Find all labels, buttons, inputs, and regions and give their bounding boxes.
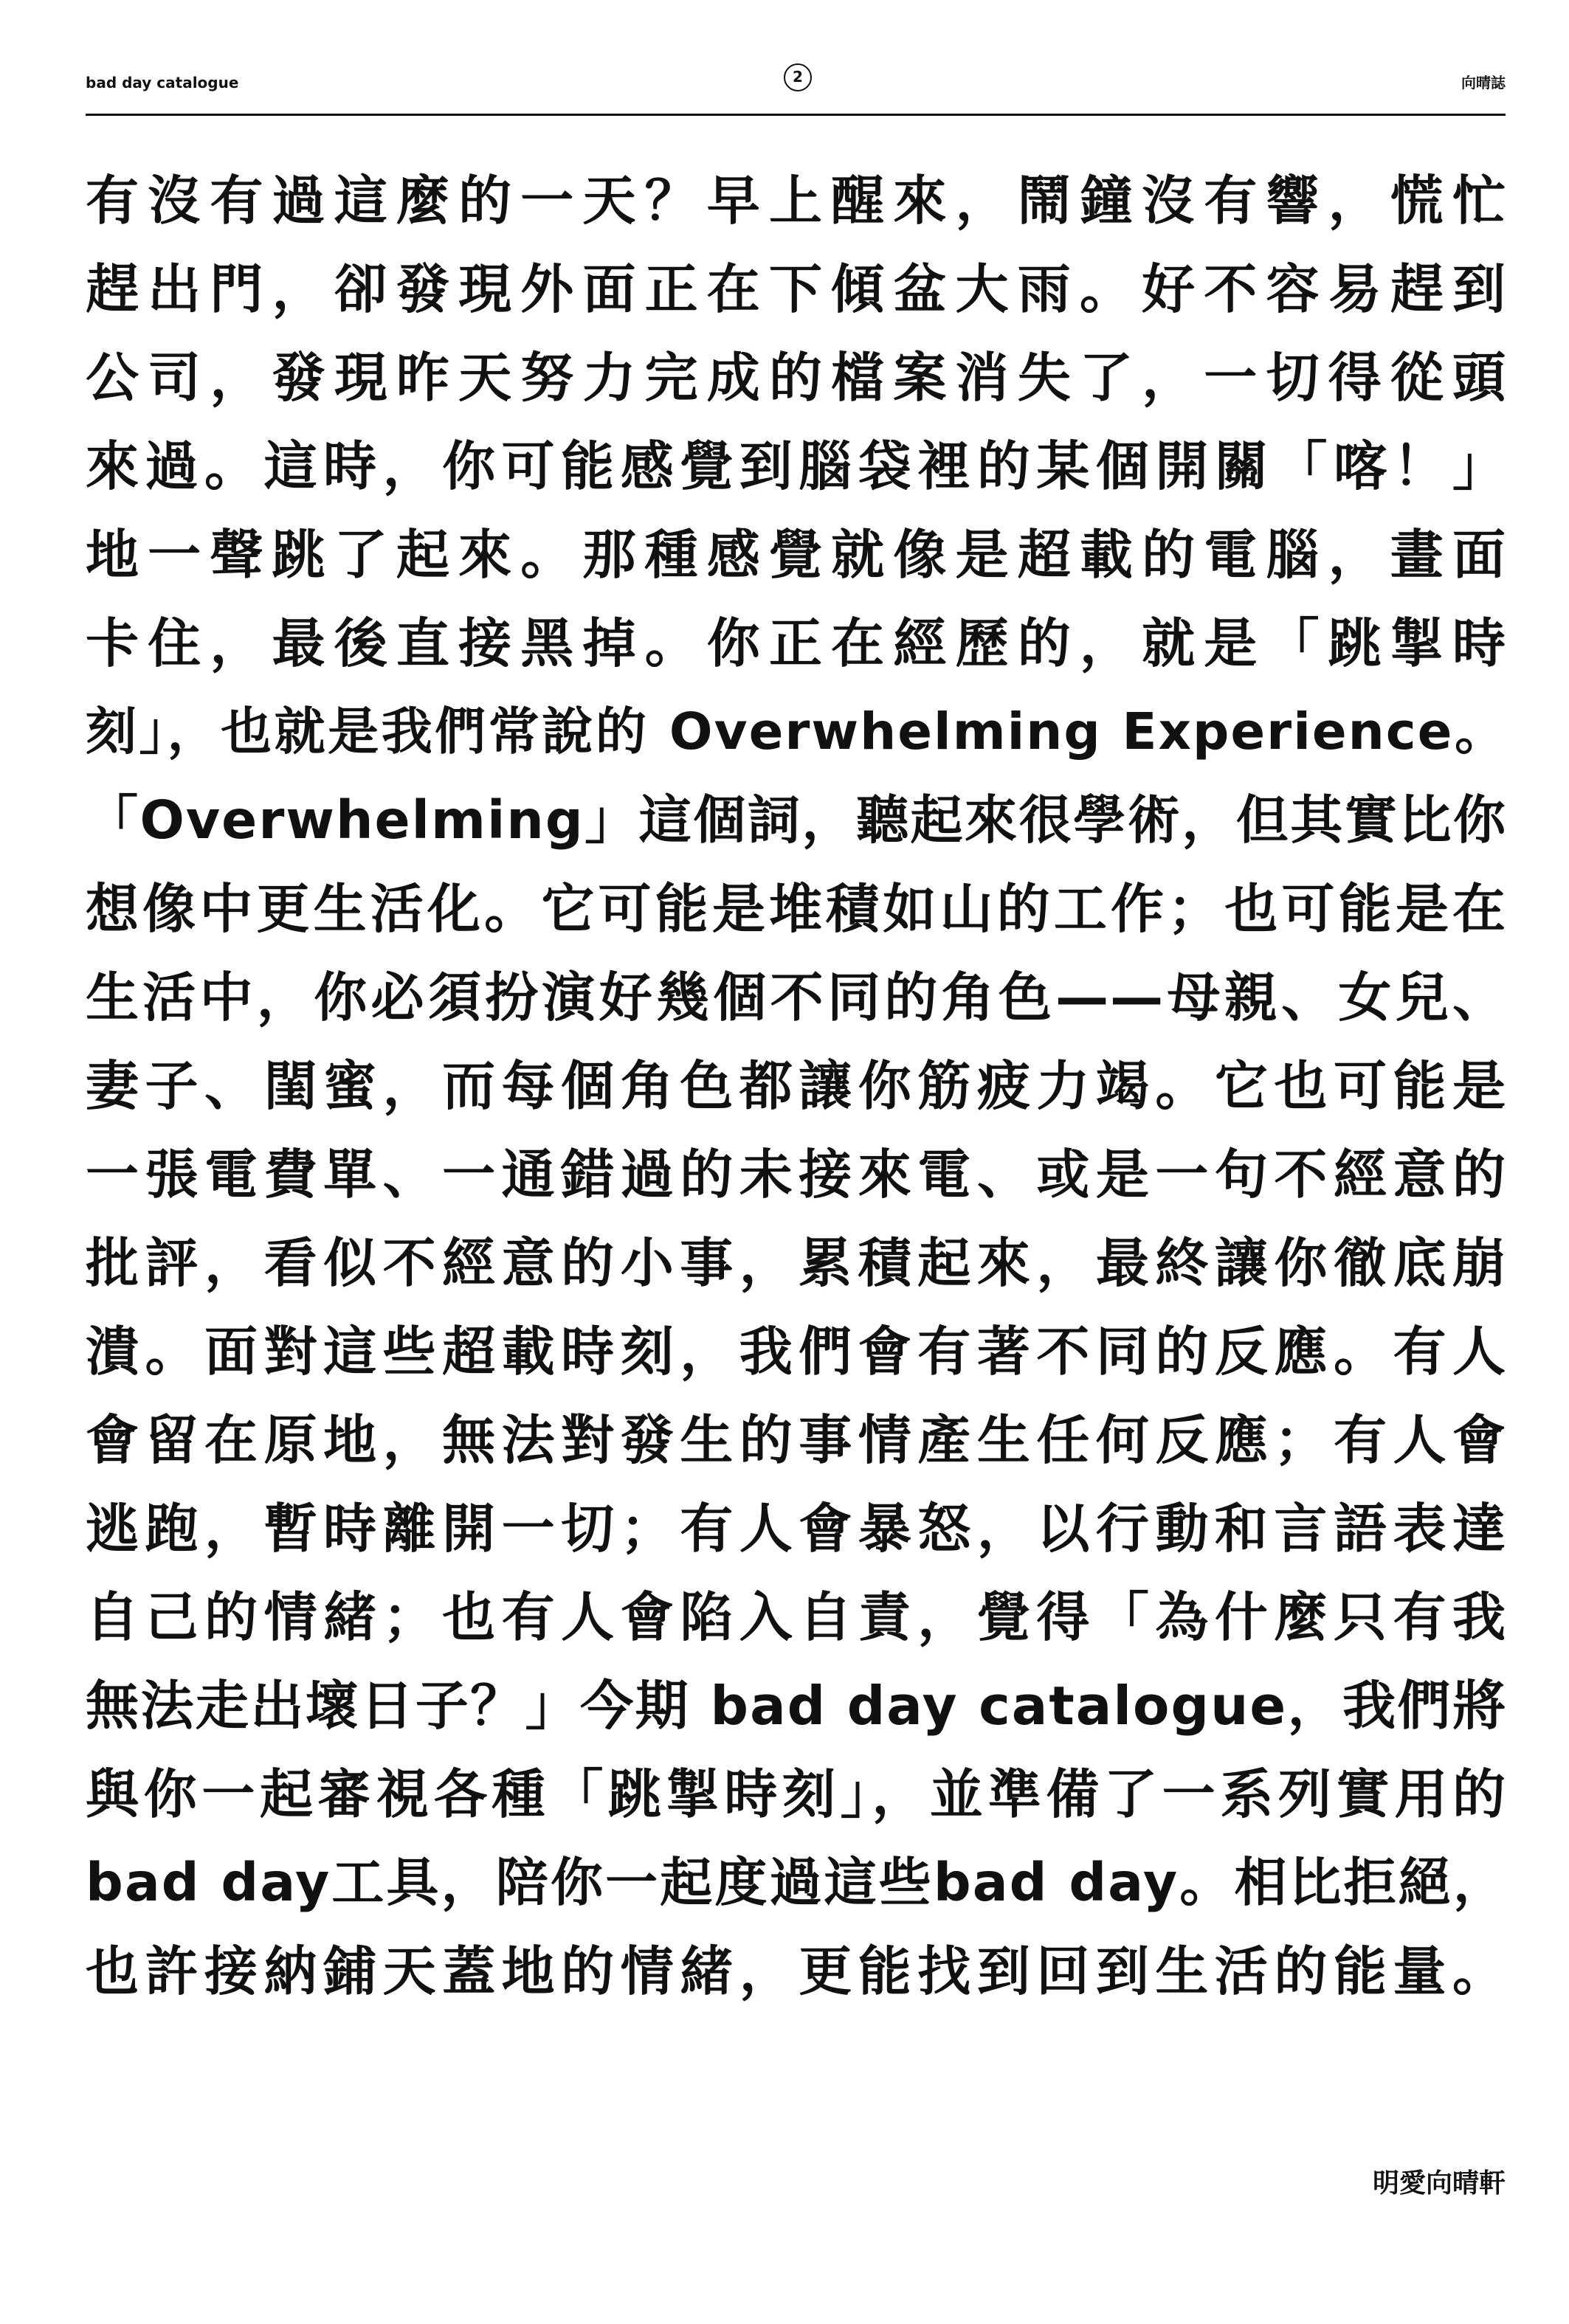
paragraph-line: 也許接納鋪天蓋地的情緒，更能找到回到生活的能量。 [86,1940,1507,2002]
paragraph-line: 「Overwhelming」這個詞，聽起來很學術，但其實比你 [86,789,1507,851]
paragraph-line: 刻」，也就是我們常說的 Overwhelming Experience。 [86,702,1507,761]
paragraph-line: 與你一起審視各種「跳掣時刻」，並準備了一系列實用的 [86,1763,1507,1825]
paragraph-line: 一張電費單、一通錯過的未接來電、或是一句不經意的 [86,1144,1507,1206]
paragraph-line: 潰。面對這些超載時刻，我們會有著不同的反應。有人 [86,1321,1507,1383]
paragraph-line: 批評，看似不經意的小事，累積起來，最終讓你徹底崩 [86,1232,1507,1294]
paragraph-line: 卡住，最後直接黑掉。你正在經歷的，就是「跳掣時 [86,612,1507,674]
paragraph-line: bad day工具，陪你一起度過這些bad day。相比拒絕， [86,1852,1507,1913]
brand-name: 向晴誌 [1461,74,1506,91]
paragraph-line: 趕出門，卻發現外面正在下傾盆大雨。好不容易趕到 [86,258,1507,320]
paragraph-line: 公司，發現昨天努力完成的檔案消失了，一切得從頭 [86,347,1507,409]
paragraph-line: 生活中，你必須扮演好幾個不同的角色——母親、女兒、 [86,966,1507,1028]
paragraph-line: 會留在原地，無法對發生的事情產生任何反應；有人會 [86,1409,1507,1471]
body-paragraph [86,156,1507,2016]
footer-signature: 明愛向晴軒 [1372,2168,1506,2199]
paragraph-line: 來過。這時，你可能感覺到腦袋裡的某個開關「喀！」 [86,435,1507,497]
paragraph-line: 想像中更生活化。它可能是堆積如山的工作；也可能是在 [86,878,1507,940]
paragraph-line: 妻子、閨蜜，而每個角色都讓你筋疲力竭。它也可能是 [86,1055,1507,1117]
header-divider [86,114,1506,116]
paragraph-line: 無法走出壞日子？」今期 bad day catalogue，我們將 [86,1675,1507,1737]
publication-title: bad day catalogue [86,74,239,91]
paragraph-line: 有沒有過這麼的一天？早上醒來，鬧鐘沒有響，慌忙 [86,170,1507,232]
page-header [86,60,1506,103]
paragraph-line: 自己的情緒；也有人會陷入自責，覺得「為什麼只有我 [86,1586,1507,1648]
paragraph-line: 逃跑，暫時離開一切；有人會暴怒，以行動和言語表達 [86,1498,1507,1560]
paragraph-line: 地一聲跳了起來。那種感覺就像是超載的電腦，畫面 [86,524,1507,586]
page-number-badge: 2 [784,63,812,91]
